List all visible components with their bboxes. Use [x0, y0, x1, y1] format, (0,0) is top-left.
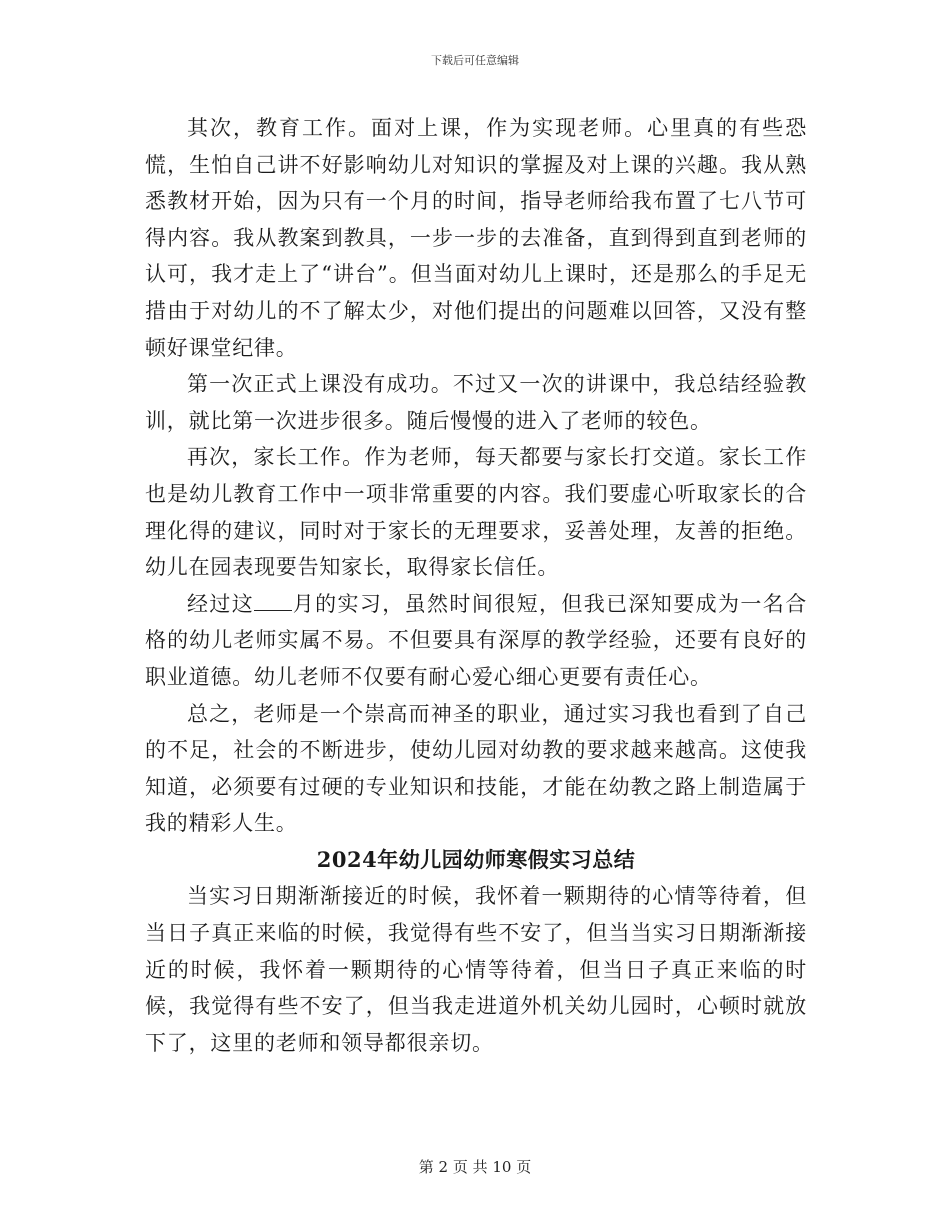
- paragraph-parents: 再次，家长工作。作为老师，每天都要与家长打交道。家长工作也是幼儿教育工作中一项非常重要的内容。我们要虚心听取家长的合理化得的建议，同时对于家长的无理要求，妥善处理，友善的拒绝。幼儿在园表现要告知家长，取得家长信任。: [145, 445, 807, 580]
- page-header: 下载后可任意编辑: [431, 54, 519, 67]
- section-title: 2024年幼儿园幼师寒假实习总结: [316, 846, 636, 872]
- paragraph-teaching: 其次，教育工作。面对上课，作为实现老师。心里真的有些恐慌，生怕自己讲不好影响幼儿对知识的掌握及对上课的兴趣。我从熟悉教材开始，因为只有一个月的时间，指导老师给我布置了七八节可得内容。我从教案到教具，一步一步的去准备，直到得到直到老师的认可，我才走上了“讲台”。但当面对幼儿上课时，还是那么的手足无措由于对幼儿的不了解太少，对他们提出的问题难以回答，又没有整顿好课堂纪律。: [145, 116, 807, 360]
- page-footer: 第 2 页 共 10 页: [418, 1158, 532, 1176]
- paragraph-conclusion: 总之，老师是一个崇高而神圣的职业，通过实习我也看到了自己的不足，社会的不断进步，使幼儿园对幼教的要求越来越高。这使我知道，必须要有过硬的专业知识和技能，才能在幼教之路上制造属于我的精彩人生。: [145, 701, 807, 836]
- paragraph-internship-before: 经过这: [187, 591, 255, 616]
- paragraph-internship-after: 月的实习，虽然时间很短，但我已深知要成为一名合格的幼儿老师实属不易。不但要具有深厚的教学经验，还要有良好的职业道德。幼儿老师不仅要有耐心爱心细心更要有责任心。: [145, 591, 807, 689]
- blank-underline: [254, 592, 292, 611]
- paragraph-intro: 当实习日期渐渐接近的时候，我怀着一颗期待的心情等待着，但当日子真正来临的时候，我觉得有些不安了，但当当实习日期渐渐接近的时候，我怀着一颗期待的心情等待着，但当日子真正来临的时候，我觉得有些不安了，但当我走进道外机关幼儿园时，心顿时就放下了，这里的老师和领导都很亲切。: [145, 884, 807, 1055]
- document-body: [145, 110, 807, 1061]
- paragraph-first-class: 第一次正式上课没有成功。不过又一次的讲课中，我总结经验教训，就比第一次进步很多。随后慢慢的进入了老师的较色。: [145, 372, 807, 433]
- paragraph-internship-summary: [145, 586, 807, 696]
